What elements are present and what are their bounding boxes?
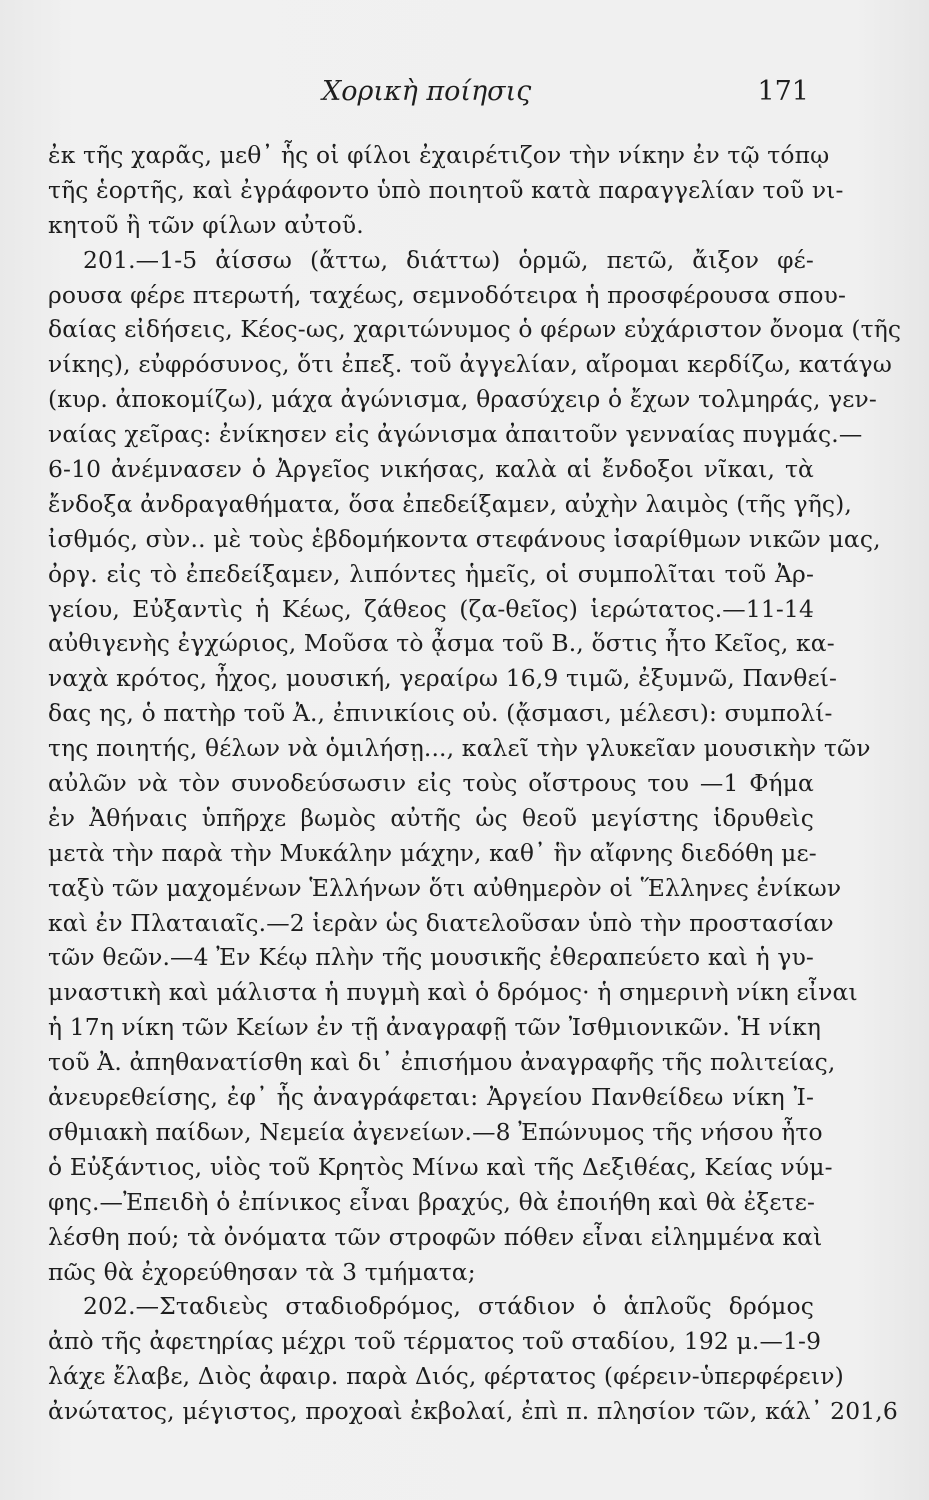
text-line: ἀνώτατος, μέγιστος, προχοαὶ ἐκβολαί, ἐπὶ π. πλησίον τῶν, κάλ᾽ 201,6 xyxy=(48,1397,898,1426)
entry-201-heading-line: 201.—1-5 ἀίσσω (ἄττω, διάττω) ὁρμῶ, πετῶ, ἄιξον φέ- xyxy=(83,245,814,274)
text-line: ναχὰ κρότος, ἦχος, μουσική, γεραίρω 16,9 τιμῶ, ἐξυμνῶ, Πανθεί- xyxy=(48,664,838,693)
text-line: ἰσθμός, σὺν.. μὲ τοὺς ἑβδομήκοντα στεφάνους ἰσαρίθμων νικῶν μας, xyxy=(48,524,881,553)
text-line: 6-10 ἀνέμνασεν ὁ Ἀργεῖος νικήσας, καλὰ αἱ ἔνδοξοι νῖκαι, τὰ xyxy=(48,455,814,484)
text-line: φης.—Ἐπειδὴ ὁ ἐπίνικος εἶναι βραχύς, θὰ ἐποιήθη καὶ θὰ ἐξετε- xyxy=(48,1187,816,1216)
text-line: ὀργ. εἰς τὸ ἐπεδείξαμεν, λιπόντες ἡμεῖς, οἱ συμπολῖται τοῦ Ἀρ- xyxy=(48,559,814,588)
running-head-title: Χορικὴ ποίησις xyxy=(322,76,532,107)
text-line: τοῦ Ἀ. ἀπηθανατίσθη καὶ δι᾽ ἐπισήμου ἀναγραφῆς τῆς πολιτείας, xyxy=(48,1048,836,1077)
text-line: ἐκ τῆς χαρᾶς, μεθ᾽ ἧς οἱ φίλοι ἐχαιρέτιζον τὴν νίκην ἐν τῷ τόπῳ xyxy=(48,141,830,169)
text-line: μναστικὴ καὶ μάλιστα ἡ πυγμὴ καὶ ὁ δρόμος· ἡ σημερινὴ νίκη εἶναι xyxy=(48,978,858,1007)
text-line: ναίας χεῖρας: ἐνίκησεν εἰς ἀγώνισμα ἀπαιτοῦν γενναίας πυγμάς.— xyxy=(48,420,863,449)
text-line: μετὰ τὴν παρὰ τὴν Μυκάλην μάχην, καθ᾽ ἣν αἴφνης διεδόθη με- xyxy=(48,838,817,867)
text-line: λέσθη πού; τὰ ὀνόματα τῶν στροφῶν πόθεν εἶναι εἰλημμένα καὶ xyxy=(48,1222,823,1251)
text-line: ἐν Ἀθήναις ὑπῆρχε βωμὸς αὐτῆς ὡς θεοῦ μεγίστης ἱδρυθεὶς xyxy=(48,803,814,832)
text-line: ἀπὸ τῆς ἀφετηρίας μέχρι τοῦ τέρματος τοῦ σταδίου, 192 μ.—1-9 xyxy=(48,1327,822,1356)
text-line: δαίας εἰδήσεις, Κέος-ως, χαριτώνυμος ὁ φέρων εὐχάριστον ὄνομα (τῆς xyxy=(48,315,902,344)
text-line: ἡ 17η νίκη τῶν Κείων ἐν τῇ ἀναγραφῇ τῶν Ἰσθμιονικῶν. Ἡ νίκη xyxy=(48,1013,822,1042)
text-line: της ποιητής, θέλων νὰ ὁμιλήσῃ..., καλεῖ τὴν γλυκεῖαν μουσικὴν τῶν xyxy=(48,734,871,763)
text-line: ταξὺ τῶν μαχομένων Ἑλλήνων ὅτι αὐθημερὸν οἱ Ἕλληνες ἐνίκων xyxy=(48,873,842,902)
page-body xyxy=(48,138,902,1429)
text-line: ρουσα φέρε πτερωτή, ταχέως, σεμνοδότειρα ἡ προσφέρουσα σπου- xyxy=(48,280,847,309)
text-line: (κυρ. ἀποκομίζω), μάχα ἀγώνισμα, θρασύχειρ ὁ ἔχων τολμηράς, γεν- xyxy=(48,385,877,414)
text-line: πῶς θὰ ἐχορεύθησαν τὰ 3 τμήματα; xyxy=(48,1257,476,1286)
text-line: τῶν θεῶν.—4 Ἐν Κέῳ πλὴν τῆς μουσικῆς ἐθεραπεύετο καὶ ἡ γυ- xyxy=(48,943,814,972)
text-line: ὁ Εὐξάντιος, υἱὸς τοῦ Κρητὸς Μίνω καὶ τῆς Δεξιθέας, Κείας νύμ- xyxy=(48,1152,833,1181)
text-line: κητοῦ ἢ τῶν φίλων αὐτοῦ. xyxy=(48,210,364,239)
text-line: δας ης, ὁ πατὴρ τοῦ Ἀ., ἐπινικίοις οὐ. (ᾄσμασι, μέλεσι): συμπολί- xyxy=(48,699,833,728)
text-line: ἀνευρεθείσης, ἐφ᾽ ἧς ἀναγράφεται: Ἀργείου Πανθείδεω νίκη Ἰ- xyxy=(48,1083,814,1112)
text-line: αὐθιγενὴς ἐγχώριος, Μοῦσα τὸ ᾆσμα τοῦ Β., ὅστις ἦτο Κεῖος, κα- xyxy=(48,629,835,658)
entry-202-heading-line: 202.—Σταδιεὺς σταδιοδρόμος, στάδιον ὁ ἁπλοῦς δρόμος xyxy=(83,1292,814,1321)
page-number: 171 xyxy=(757,76,809,107)
running-head xyxy=(0,76,929,112)
text-line: ἔνδοξα ἀνδραγαθήματα, ὅσα ἐπεδείξαμεν, αὐχὴν λαιμὸς (τῆς γῆς), xyxy=(48,489,852,518)
text-line: γείου, Εὐξαντὶς ἡ Κέως, ζάθεος (ζα-θεῖος) ἱερώτατος.—11-14 xyxy=(48,594,814,623)
text-line: λάχε ἔλαβε, Διὸς ἀφαιρ. παρὰ Διός, φέρτατος (φέρειν-ὑπερφέρειν) xyxy=(48,1362,844,1391)
text-line: τῆς ἑορτῆς, καὶ ἐγράφοντο ὑπὸ ποιητοῦ κατὰ παραγγελίαν τοῦ νι- xyxy=(48,175,844,204)
text-line: καὶ ἐν Πλαταιαῖς.—2 ἱερὰν ὡς διατελοῦσαν ὑπὸ τὴν προστασίαν xyxy=(48,908,834,937)
text-line: νίκης), εὐφρόσυνος, ὅτι ἐπεξ. τοῦ ἀγγελίαν, αἴρομαι κερδίζω, κατάγω xyxy=(48,350,893,379)
text-line: αὐλῶν νὰ τὸν συνοδεύσωσιν εἰς τοὺς οἴστρους του —1 Φήμα xyxy=(48,769,814,798)
text-line: σθμιακὴ παίδων, Νεμεία ἀγενείων.—8 Ἐπώνυμος τῆς νήσου ἦτο xyxy=(48,1117,823,1146)
